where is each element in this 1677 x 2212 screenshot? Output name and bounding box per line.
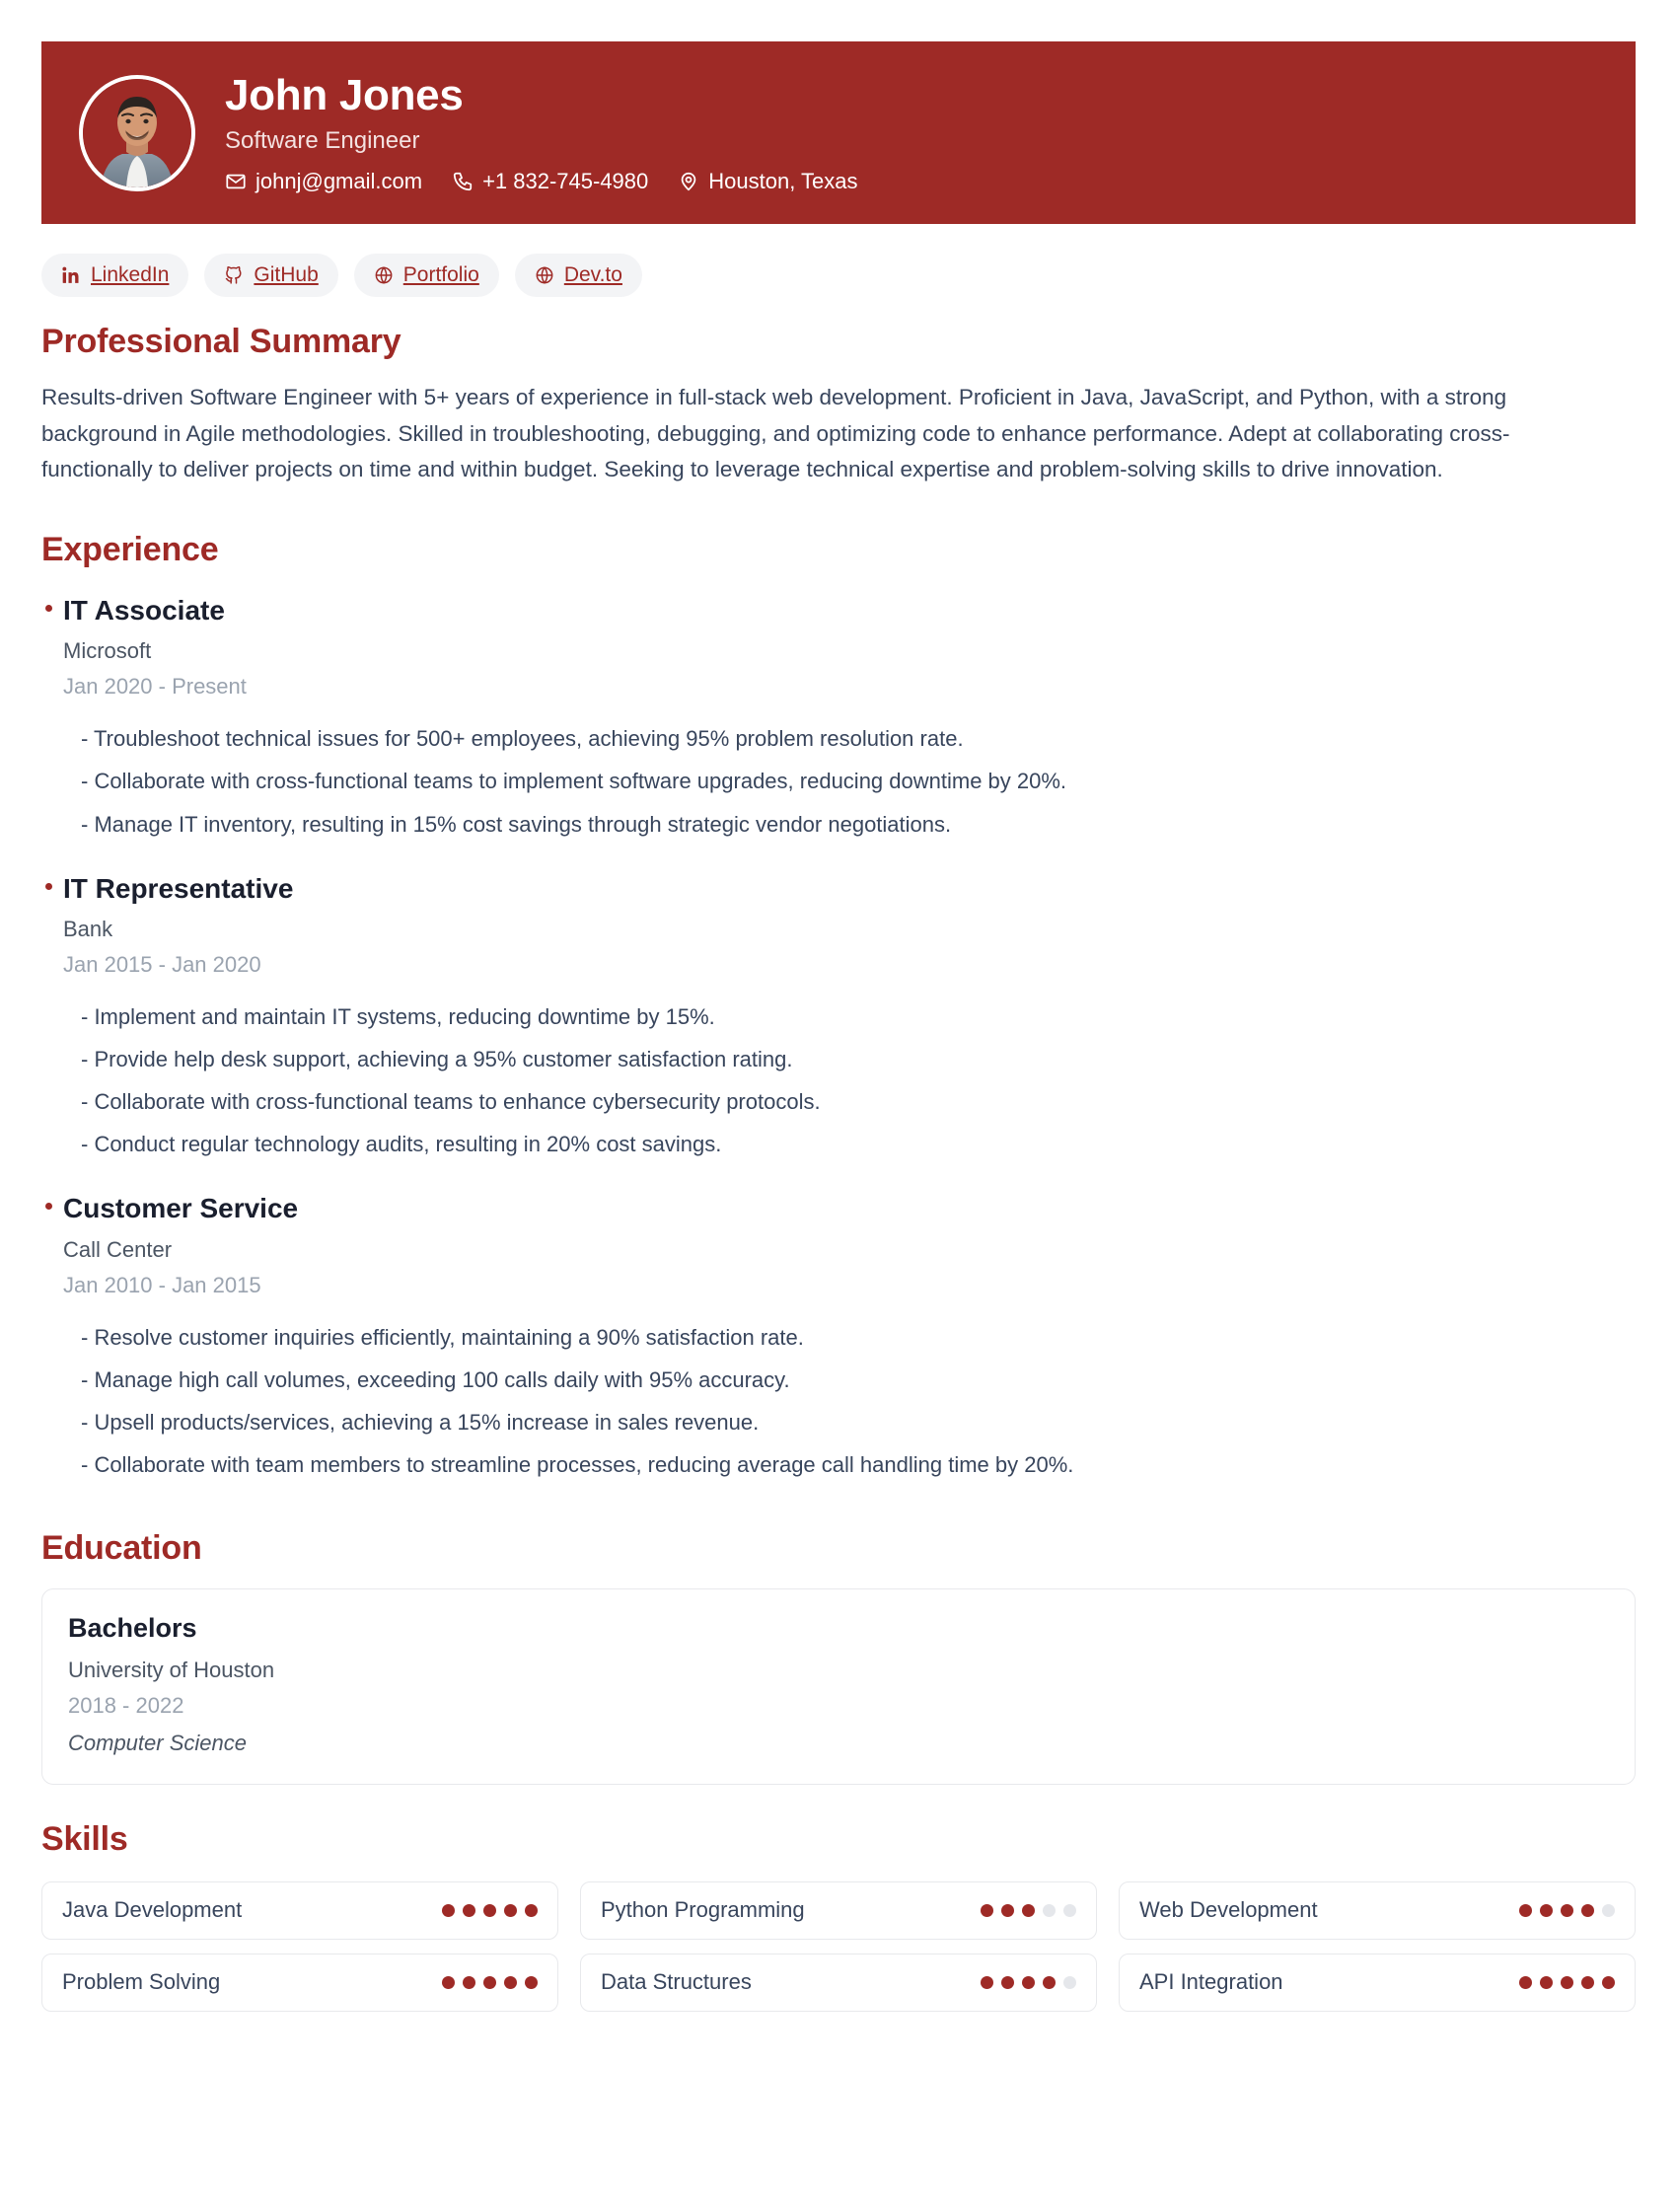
rating-dot-filled — [1540, 1976, 1553, 1989]
rating-dot-filled — [504, 1976, 517, 1989]
experience-role: IT Associate — [63, 594, 225, 626]
skill-name: Python Programming — [601, 1897, 805, 1923]
bullet-dot-icon — [45, 605, 52, 612]
skill-name: Web Development — [1139, 1897, 1318, 1923]
experience-item — [41, 593, 1636, 846]
experience-dates: Jan 2010 - Jan 2015 — [63, 1272, 261, 1297]
education-degree: Bachelors — [68, 1613, 197, 1644]
section-heading-summary: Professional Summary — [41, 322, 401, 360]
experience-bullet-list — [63, 717, 1636, 845]
avatar — [79, 75, 195, 191]
skill-card — [41, 1881, 558, 1940]
experience-bullet-list — [63, 1316, 1636, 1486]
contact-phone-text: +1 832-745-4980 — [482, 168, 649, 193]
skill-name: API Integration — [1139, 1968, 1283, 1994]
contact-location[interactable] — [678, 169, 857, 194]
skill-name: Data Structures — [601, 1968, 752, 1994]
experience-bullet: - Conduct regular technology audits, resulting in 20% cost savings. — [81, 1132, 722, 1157]
experience-item — [41, 871, 1636, 1166]
experience-bullet: - Collaborate with team members to streamline processes, reducing average call handling time by 20%. — [81, 1451, 1074, 1477]
skill-rating-dots — [981, 1904, 1076, 1917]
social-link-linkedin[interactable] — [41, 254, 188, 296]
skill-card — [41, 1954, 558, 2012]
rating-dot-filled — [1540, 1904, 1553, 1917]
education-school: University of Houston — [68, 1657, 275, 1682]
skill-card — [580, 1881, 1097, 1940]
rating-dot-filled — [1022, 1904, 1035, 1917]
experience-bullet: - Collaborate with cross-functional teams to enhance cybersecurity protocols. — [81, 1089, 821, 1115]
section-experience — [41, 529, 1636, 1486]
skill-rating-dots — [1519, 1904, 1615, 1917]
experience-role: Customer Service — [63, 1193, 299, 1224]
globe-icon — [535, 265, 554, 285]
rating-dot-empty — [1602, 1904, 1615, 1917]
section-heading-experience: Experience — [41, 531, 219, 569]
rating-dot-filled — [1001, 1904, 1014, 1917]
rating-dot-filled — [1001, 1976, 1014, 1989]
experience-bullet: - Upsell products/services, achieving a 15% increase in sales revenue. — [81, 1409, 760, 1435]
section-heading-education: Education — [41, 1528, 202, 1567]
skill-rating-dots — [442, 1976, 538, 1989]
rating-dot-empty — [1043, 1904, 1056, 1917]
experience-bullet: - Provide help desk support, achieving a 95% customer satisfaction rating. — [81, 1047, 793, 1072]
experience-bullet: - Implement and maintain IT systems, reducing downtime by 15%. — [81, 1004, 715, 1030]
social-link-portfolio[interactable] — [354, 254, 499, 296]
social-link-label: Portfolio — [402, 263, 479, 287]
mail-icon — [225, 171, 247, 192]
contact-row — [225, 169, 858, 194]
social-link-label: GitHub — [254, 263, 319, 287]
experience-dates: Jan 2020 - Present — [63, 674, 247, 700]
rating-dot-filled — [525, 1904, 538, 1917]
experience-bullet: - Manage high call volumes, exceeding 100 calls daily with 95% accuracy. — [81, 1366, 790, 1392]
experience-bullet: - Resolve customer inquiries efficiently, maintaining a 90% satisfaction rate. — [81, 1324, 804, 1350]
page-title: John Jones — [225, 71, 464, 119]
rating-dot-filled — [504, 1904, 517, 1917]
rating-dot-filled — [981, 1976, 993, 1989]
rating-dot-filled — [463, 1976, 475, 1989]
social-link-devto[interactable] — [515, 254, 642, 296]
skill-rating-dots — [1519, 1976, 1615, 1989]
contact-location-text: Houston, Texas — [708, 168, 858, 193]
rating-dot-filled — [525, 1976, 538, 1989]
phone-icon — [452, 171, 474, 192]
skill-rating-dots — [981, 1976, 1076, 1989]
header-text-block — [225, 71, 858, 194]
section-skills — [41, 1818, 1636, 2012]
social-link-label: Dev.to — [563, 263, 622, 287]
rating-dot-filled — [442, 1976, 455, 1989]
bullet-dot-icon — [45, 1203, 52, 1210]
rating-dot-filled — [1602, 1976, 1615, 1989]
skill-card — [1119, 1881, 1636, 1940]
section-professional-summary — [41, 321, 1636, 488]
education-list — [41, 1588, 1636, 1784]
rating-dot-empty — [1063, 1904, 1076, 1917]
rating-dot-filled — [1581, 1976, 1594, 1989]
experience-role: IT Representative — [63, 872, 294, 904]
skill-name: Java Development — [62, 1897, 243, 1923]
contact-email-text: johnj@gmail.com — [255, 168, 423, 193]
globe-icon — [374, 265, 394, 285]
contact-email[interactable] — [225, 169, 422, 194]
rating-dot-filled — [442, 1904, 455, 1917]
rating-dot-filled — [1561, 1976, 1573, 1989]
skill-rating-dots — [442, 1904, 538, 1917]
contact-phone[interactable] — [452, 169, 648, 194]
resume-page — [0, 41, 1677, 2212]
section-heading-skills: Skills — [41, 1819, 128, 1858]
skill-card — [1119, 1954, 1636, 2012]
skill-card — [580, 1954, 1097, 2012]
section-education — [41, 1527, 1636, 1785]
education-card — [41, 1588, 1636, 1784]
education-years: 2018 - 2022 — [68, 1692, 184, 1718]
rating-dot-filled — [483, 1904, 496, 1917]
resume-header-banner — [41, 41, 1636, 224]
location-pin-icon — [678, 171, 699, 192]
bullet-dot-icon — [45, 883, 52, 890]
rating-dot-filled — [483, 1976, 496, 1989]
experience-organization: Call Center — [63, 1236, 173, 1262]
experience-organization: Microsoft — [63, 638, 152, 664]
rating-dot-filled — [1519, 1904, 1532, 1917]
experience-dates: Jan 2015 - Jan 2020 — [63, 952, 261, 978]
profile-photo-icon — [83, 79, 191, 187]
summary-paragraph: Results-driven Software Engineer with 5+ years of experience in full-stack web development. Proficient in Java, JavaScript, and Python, with a strong background in Agile methodologies. Skilled in troubleshooting, debugging, and optimizing code to enhance performance. Adept at collaborating cross-functionally to deliver projects on time and within budget. Seeking to leverage technical expertise and problem-solving skills to drive innovation. — [41, 385, 1510, 481]
education-field: Computer Science — [68, 1730, 247, 1755]
github-icon — [224, 265, 244, 285]
experience-item — [41, 1191, 1636, 1486]
skill-name: Problem Solving — [62, 1968, 221, 1994]
job-role-subtitle: Software Engineer — [225, 126, 420, 154]
rating-dot-filled — [1022, 1976, 1035, 1989]
experience-list — [41, 593, 1636, 1486]
social-link-github[interactable] — [204, 254, 337, 296]
rating-dot-filled — [1519, 1976, 1532, 1989]
experience-bullet: - Troubleshoot technical issues for 500+ employees, achieving 95% problem resolution rate. — [81, 726, 964, 752]
experience-bullet-list — [63, 995, 1636, 1165]
social-link-label: LinkedIn — [91, 263, 170, 287]
rating-dot-filled — [981, 1904, 993, 1917]
rating-dot-empty — [1063, 1976, 1076, 1989]
rating-dot-filled — [1561, 1904, 1573, 1917]
rating-dot-filled — [463, 1904, 475, 1917]
rating-dot-filled — [1581, 1904, 1594, 1917]
rating-dot-filled — [1043, 1976, 1056, 1989]
social-links-row — [41, 254, 1636, 296]
experience-bullet: - Collaborate with cross-functional teams to implement software upgrades, reducing downtime by 20%. — [81, 769, 1067, 794]
skills-grid — [41, 1881, 1636, 2011]
linkedin-icon — [61, 265, 81, 285]
experience-bullet: - Manage IT inventory, resulting in 15% cost savings through strategic vendor negotiations. — [81, 811, 952, 837]
experience-organization: Bank — [63, 916, 113, 941]
